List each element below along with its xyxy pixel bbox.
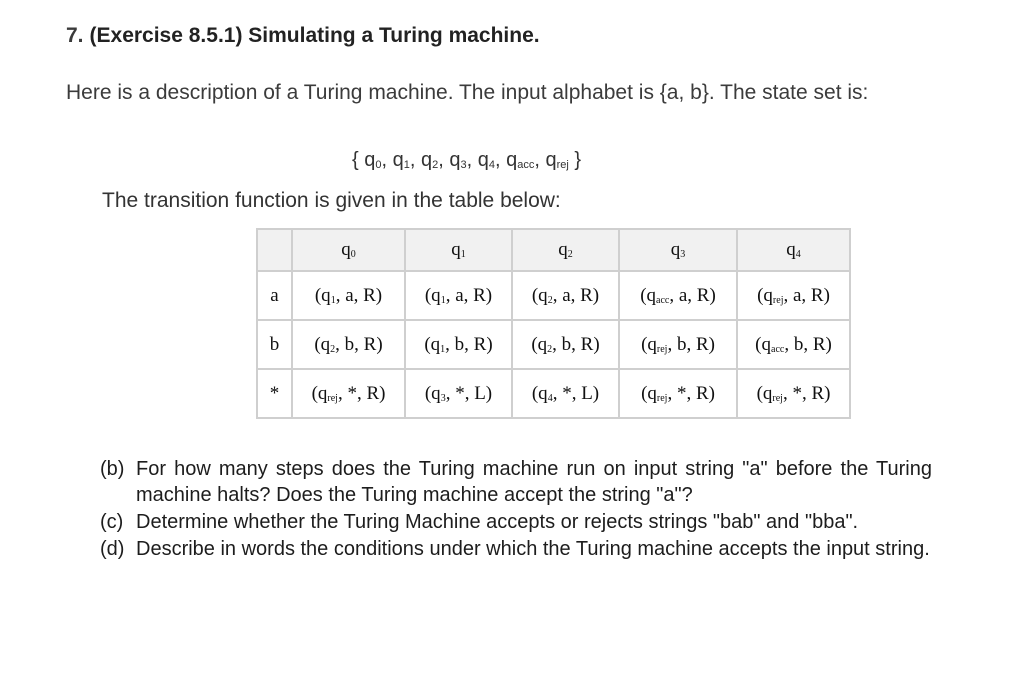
- column-header-q3: q3: [619, 229, 737, 271]
- state-subscript: 2: [432, 159, 439, 171]
- state-subscript: 4: [488, 159, 495, 171]
- state-subscript: 0: [375, 159, 382, 171]
- transition-cell: (qrej, *, R): [292, 369, 405, 418]
- table-row: [257, 320, 850, 369]
- transition-state-subscript: 3: [440, 392, 446, 404]
- state-symbol: $q_0$: [364, 149, 382, 171]
- transition-state-subscript: 2: [547, 294, 553, 306]
- column-header-q2: q2: [512, 229, 619, 271]
- transition-cell: (q1, a, R): [292, 271, 405, 320]
- transition-state-subscript: rej: [656, 343, 668, 355]
- state-set-close-brace: }: [568, 149, 582, 171]
- question-item: [100, 536, 932, 562]
- state-symbol: $q_4$: [477, 149, 495, 171]
- exercise-heading: (Exercise 8.5.1) Simulating a Turing machine.: [89, 24, 540, 47]
- state-subscript: rej: [556, 159, 569, 171]
- table-header-row: [257, 229, 850, 271]
- transition-cell: (q1, a, R): [405, 271, 512, 320]
- transition-cell: (q1, b, R): [405, 320, 512, 369]
- question-item: [100, 456, 932, 508]
- transition-state-subscript: 4: [547, 392, 553, 404]
- transition-state-subscript: 1: [440, 343, 446, 355]
- transition-state-subscript: 1: [440, 294, 446, 306]
- state-symbol: $q_1$: [392, 149, 410, 171]
- column-header-subscript: 4: [795, 249, 801, 260]
- row-symbol: b: [257, 320, 292, 369]
- state-list: $q_0$, $q_1$, $q_2$, $q_3$, $q_4$, $q_{acc}$, $q_{rej}$: [364, 149, 569, 171]
- column-header-subscript: 2: [567, 249, 573, 260]
- transition-cell: (q3, *, L): [405, 369, 512, 418]
- table-caption: The transition function is given in the table below:: [102, 189, 561, 212]
- transition-cell: (qrej, a, R): [737, 271, 850, 320]
- table-row: [257, 271, 850, 320]
- exercise-title: [66, 24, 540, 48]
- transition-cell: (qrej, *, R): [737, 369, 850, 418]
- transition-cell: (q2, b, R): [292, 320, 405, 369]
- exercise-number: 7.: [66, 24, 84, 47]
- state-symbol: $q_{acc}$: [506, 149, 535, 171]
- question-text: For how many steps does the Turing machine run on input string "a" before the Turing machine halts? Does the Turing machine accept the string "a"?: [136, 458, 932, 506]
- state-subscript: acc: [517, 159, 535, 171]
- state-set: [352, 149, 581, 172]
- intro-paragraph: Here is a description of a Turing machine. The input alphabet is {a, b}. The state set is:: [66, 81, 869, 104]
- column-header-q0: q0: [292, 229, 405, 271]
- transition-cell: (q4, *, L): [512, 369, 619, 418]
- state-subscript: 1: [403, 159, 410, 171]
- column-header-subscript: 3: [680, 249, 686, 260]
- transition-cell: (q2, a, R): [512, 271, 619, 320]
- transition-state-subscript: 2: [330, 343, 336, 355]
- transition-state-subscript: 2: [547, 343, 553, 355]
- question-label: (c): [100, 511, 124, 533]
- transition-table: [256, 228, 851, 419]
- transition-cell: (qrej, *, R): [619, 369, 737, 418]
- column-header-q1: q1: [405, 229, 512, 271]
- table-row: [257, 369, 850, 418]
- transition-cell: (q2, b, R): [512, 320, 619, 369]
- table-corner-cell: [257, 229, 292, 271]
- column-header-subscript: 1: [460, 249, 466, 260]
- row-symbol: a: [257, 271, 292, 320]
- row-symbol: *: [257, 369, 292, 418]
- question-label: (d): [100, 538, 125, 560]
- transition-cell: (qrej, b, R): [619, 320, 737, 369]
- transition-state-subscript: 1: [330, 294, 336, 306]
- transition-cell: (qacc, b, R): [737, 320, 850, 369]
- state-set-open-brace: {: [352, 149, 365, 171]
- transition-state-subscript: rej: [772, 392, 783, 404]
- transition-state-subscript: acc: [771, 343, 785, 355]
- question-text: Describe in words the conditions under which the Turing machine accepts the input string.: [136, 538, 930, 560]
- question-label: (b): [100, 458, 125, 480]
- table-body: [257, 271, 850, 418]
- transition-state-subscript: rej: [327, 392, 338, 404]
- state-symbol: $q_2$: [421, 149, 439, 171]
- state-subscript: 3: [460, 159, 467, 171]
- transition-state-subscript: rej: [656, 392, 668, 404]
- transition-state-subscript: acc: [656, 294, 670, 306]
- question-list: [100, 456, 932, 563]
- state-symbol: $q_{rej}$: [545, 149, 569, 171]
- transition-state-subscript: rej: [772, 294, 784, 306]
- column-header-q4: q4: [737, 229, 850, 271]
- question-text: Determine whether the Turing Machine accepts or rejects strings "bab" and "bba".: [136, 511, 859, 533]
- column-header-subscript: 0: [350, 249, 356, 260]
- transition-cell: (qacc, a, R): [619, 271, 737, 320]
- state-symbol: $q_3$: [449, 149, 467, 171]
- question-item: [100, 509, 932, 535]
